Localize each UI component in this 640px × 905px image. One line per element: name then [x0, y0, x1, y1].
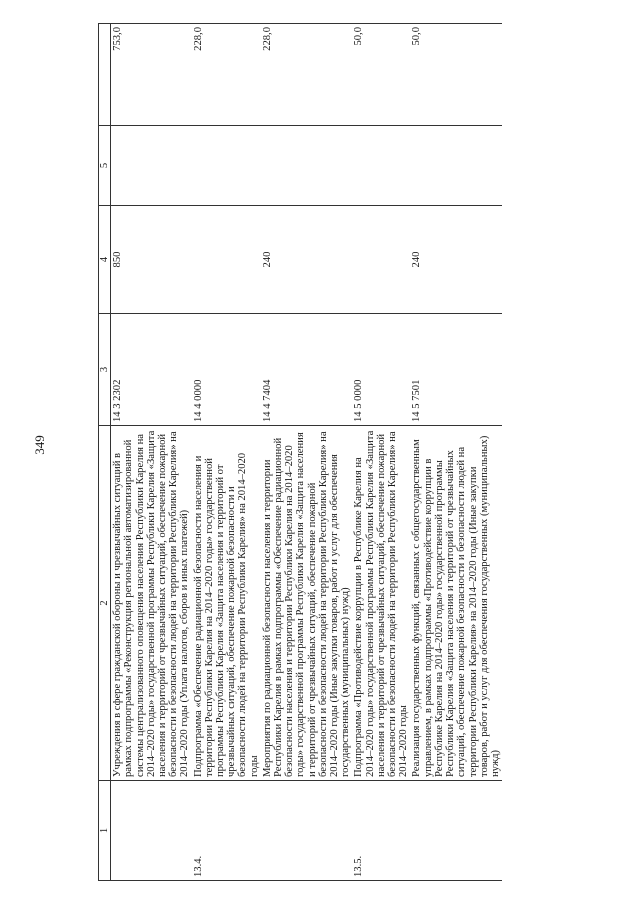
table-row: [261, 24, 353, 881]
page-number: 349: [32, 435, 47, 455]
row-description: Мероприятия по радиационной безопасности населения и территории Республики Карелия в рамках подпрограммы «Обеспечение радиационной безопасности населения и территории Республики Карелия на 2014–2020 годы» государственной программы Республики Карелия «Защита населения и территорий от чрезвычайных ситуаций, обеспечение пожарной безопасности и безопасности людей на территории Республики Карелия» на 2014–2020 годы (Иные закупки товаров, работ и услуг для обеспечения государственных (муниципальных) нужд): [261, 426, 353, 781]
row-description: Подпрограмма «Обеспечение радиационной безопасности населения и территории Республики Карелия на 2014–2020 годы» государственной программы Республики Карелия «Защита населения и территорий от чрезвычайных ситуаций, обеспечение пожарной безопасности и безопасности людей на территории Республики Карелия» на 2014–2020 годы: [192, 426, 261, 781]
row-number: [410, 781, 502, 881]
row-amount: 228,0: [192, 24, 261, 126]
row-number: [261, 781, 353, 881]
table-row: [410, 24, 502, 881]
row-code: 14 5 0000: [352, 314, 410, 426]
row-code: 14 4 7404: [261, 314, 353, 426]
row-number: [111, 781, 192, 881]
table-row: [352, 24, 410, 881]
row-col5: [111, 126, 192, 206]
row-number: 13.4.: [192, 781, 261, 881]
header-cell-6: [99, 24, 111, 126]
row-code: 14 3 2302: [111, 314, 192, 426]
row-col5: [410, 126, 502, 206]
row-expense-type: 850: [111, 206, 192, 314]
table-row: [111, 24, 192, 881]
header-cell-5: 5: [99, 126, 111, 206]
row-number: 13.5.: [352, 781, 410, 881]
row-expense-type: 240: [410, 206, 502, 314]
row-expense-type: [192, 206, 261, 314]
row-col5: [352, 126, 410, 206]
row-description: Реализация государственных функций, связанных с общегосударственным управлением, в рамках подпрограммы «Противодействие коррупции в Республике Карелия на 2014–2020 годы» государственной программы Республики Карелия «Защита населения и территорий от чрезвычайных ситуаций, обеспечение пожарной безопасности и безопасности людей на территории Республики Карелия» на 2014–2020 годы (Иные закупки товаров, работ и услуг для обеспечения государственных (муниципальных) нужд): [410, 426, 502, 781]
table-row: [192, 24, 261, 881]
header-cell-1: 1: [99, 781, 111, 881]
row-amount: 50,0: [410, 24, 502, 126]
row-amount: 753,0: [111, 24, 192, 126]
table-header-row: [99, 24, 111, 881]
row-col5: [192, 126, 261, 206]
row-expense-type: [352, 206, 410, 314]
row-amount: 228,0: [261, 24, 353, 126]
row-code: 14 4 0000: [192, 314, 261, 426]
row-description: Учреждения в сфере гражданской обороны и чрезвычайных ситуаций в рамках подпрограммы «Реконструкция региональной автоматизированной системы централизованного оповещения населения Республики Карелия на 2014–2020 годы» государственной программы Республики Карелия «Защита населения и территорий от чрезвычайных ситуаций, обеспечение пожарной безопасности и безопасности людей на территории Республики Карелия» на 2014–2020 годы (Уплата налогов, сборов и иных платежей): [111, 426, 192, 781]
budget-table: [98, 23, 502, 881]
row-expense-type: 240: [261, 206, 353, 314]
header-cell-4: 4: [99, 206, 111, 314]
row-description: Подпрограмма «Противодействие коррупции в Республике Карелия на 2014–2020 годы» государственной программы Республики Карелия «Защита населения и территорий от чрезвычайных ситуаций, обеспечение пожарной безопасности и безопасности людей на территории Республики Карелия» на 2014–2020 годы: [352, 426, 410, 781]
row-amount: 50,0: [352, 24, 410, 126]
header-cell-3: 3: [99, 314, 111, 426]
row-col5: [261, 126, 353, 206]
header-cell-2: 2: [99, 426, 111, 781]
row-code: 14 5 7501: [410, 314, 502, 426]
